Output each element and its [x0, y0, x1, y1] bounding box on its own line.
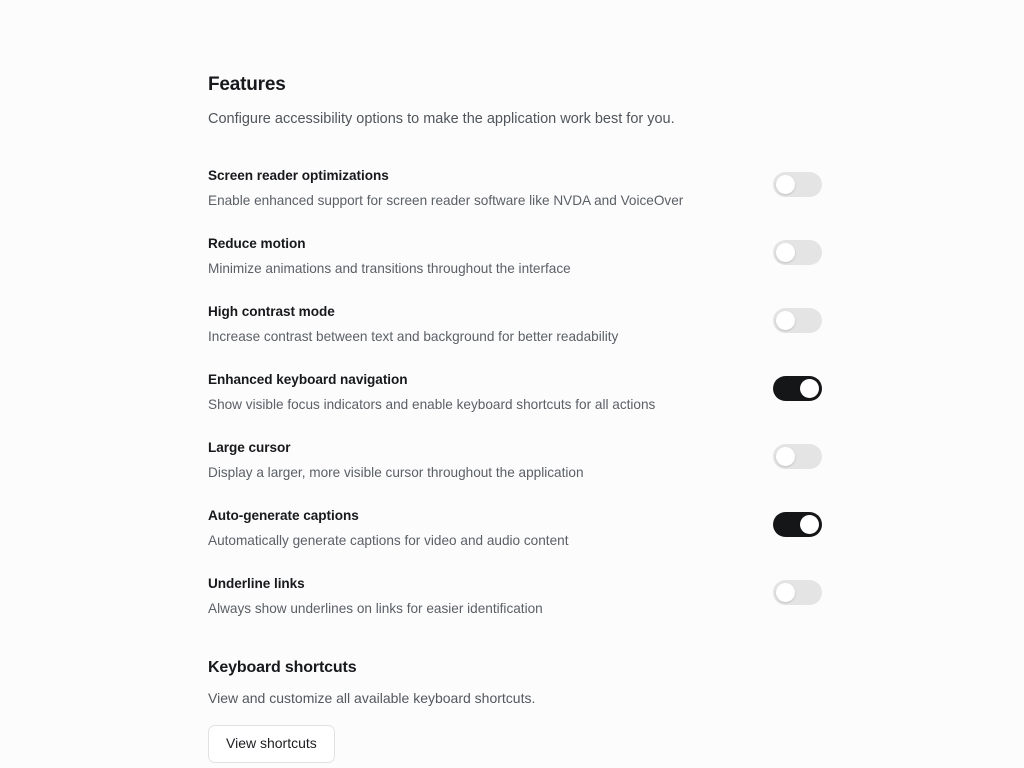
setting-label: Underline links [208, 576, 305, 592]
settings-content [208, 74, 822, 763]
toggle-knob [800, 515, 819, 534]
setting-text [208, 236, 772, 278]
setting-row [208, 168, 822, 236]
setting-description: Increase contrast between text and background for better readability [208, 329, 619, 345]
setting-row [208, 304, 822, 372]
setting-toggle[interactable] [773, 308, 822, 333]
setting-text [208, 304, 772, 346]
setting-description: Minimize animations and transitions throughout the interface [208, 261, 571, 277]
keyboard-shortcuts-title: Keyboard shortcuts [208, 659, 357, 677]
settings-list [208, 168, 822, 620]
view-shortcuts-button[interactable]: View shortcuts [208, 725, 335, 763]
setting-toggle[interactable] [773, 444, 822, 469]
setting-label: Reduce motion [208, 236, 306, 252]
toggle-knob [776, 311, 795, 330]
toggle-knob [800, 379, 819, 398]
setting-label: Enhanced keyboard navigation [208, 372, 408, 388]
features-section-header [208, 74, 822, 129]
setting-row [208, 372, 822, 440]
toggle-knob [776, 243, 795, 262]
setting-text [208, 576, 772, 618]
setting-label: High contrast mode [208, 304, 335, 320]
setting-text [208, 440, 772, 482]
setting-text [208, 508, 772, 550]
keyboard-shortcuts-section [208, 658, 822, 763]
keyboard-shortcuts-description: View and customize all available keyboard shortcuts. [208, 689, 536, 706]
page-title: Features [208, 74, 286, 95]
setting-description: Show visible focus indicators and enable keyboard shortcuts for all actions [208, 397, 656, 413]
setting-row [208, 576, 822, 620]
setting-toggle[interactable] [773, 580, 822, 605]
setting-toggle[interactable] [773, 240, 822, 265]
setting-toggle[interactable] [773, 172, 822, 197]
toggle-knob [776, 175, 795, 194]
setting-description: Display a larger, more visible cursor throughout the application [208, 465, 584, 481]
setting-label: Auto-generate captions [208, 508, 359, 524]
setting-label: Large cursor [208, 440, 291, 456]
setting-row [208, 236, 822, 304]
setting-description: Enable enhanced support for screen reader software like NVDA and VoiceOver [208, 193, 684, 209]
page-subtitle: Configure accessibility options to make the application work best for you. [208, 110, 675, 127]
setting-row [208, 508, 822, 576]
setting-toggle[interactable] [773, 512, 822, 537]
setting-text [208, 372, 772, 414]
toggle-knob [776, 583, 795, 602]
setting-label: Screen reader optimizations [208, 168, 389, 184]
setting-row [208, 440, 822, 508]
setting-text [208, 168, 772, 210]
setting-description: Automatically generate captions for video and audio content [208, 533, 569, 549]
setting-toggle[interactable] [773, 376, 822, 401]
setting-description: Always show underlines on links for easier identification [208, 601, 543, 617]
toggle-knob [776, 447, 795, 466]
